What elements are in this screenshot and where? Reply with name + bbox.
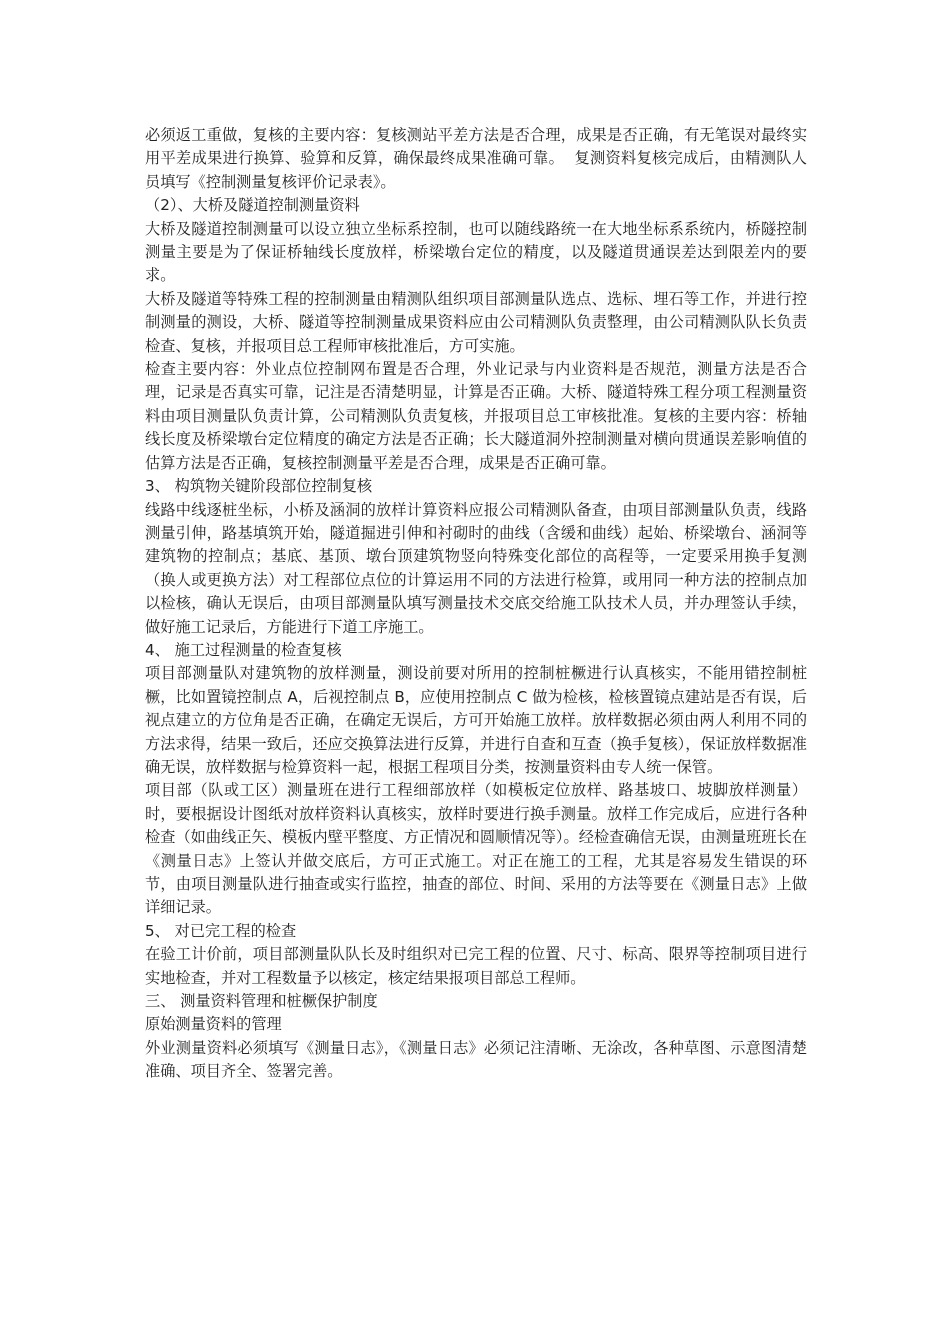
paragraph-field-log: 外业测量资料必须填写《测量日志》，《测量日志》必须记注清晰、无涂改，各种草图、示意图清楚准确、项目齐全、签署完善。 bbox=[145, 1038, 807, 1081]
heading-part-3: 三、 测量资料管理和桩橛保护制度 bbox=[145, 992, 378, 1011]
paragraph-bridge-tunnel-coordinate: 大桥及隧道控制测量可以设立独立坐标系控制，也可以随线路统一在大地坐标系系统内，桥隧控制测量主要是为了保证桥轴线长度放样，桥梁墩台定位的精度，以及隧道贯通误差达到限差内的要求。 bbox=[145, 219, 807, 285]
heading-section-5: 5、 对已完工程的检查 bbox=[145, 921, 297, 940]
paragraph-completed-work-check: 在验工计价前，项目部测量队队长及时组织对已完工程的位置、尺寸、标高、限界等控制项目进行实地检查，并对工程数量予以核定，核定结果报项目部总工程师。 bbox=[145, 945, 807, 987]
heading-bridge-tunnel-control: （2）、大桥及隧道控制测量资料 bbox=[145, 196, 360, 215]
heading-section-3: 3、 构筑物关键阶段部位控制复核 bbox=[145, 477, 373, 496]
paragraph-key-stage-control: 线路中线逐桩坐标，小桥及涵洞的放样计算资料应报公司精测队备查，由项目部测量队负责，线路测量引伸，路基填筑开始，隧道掘进引伸和衬砌时的曲线（含缓和曲线）起始、桥梁墩台、涵洞等建筑物的控制点；基底、基顶、墩台顶建筑物竖向特殊变化部位的高程等，一定要采用换手复测（换人或更换方法）对工程部位点位的计算运用不同的方法进行检算，或用同一种方法的控制点加以检核，确认无误后，由项目部测量队填写测量技术交底交给施工队技术人员，并办理签认手续，做好施工记录后，方能进行下道工序施工。 bbox=[145, 500, 807, 636]
document-body bbox=[145, 124, 807, 1084]
paragraph-staking-verification: 项目部测量队对建筑物的放样测量，测设前要对所用的控制桩橛进行认真核实，不能用错控制桩橛，比如置镜控制点 A，后视控制点 B，应使用控制点 C 做为检核，检核置镜点建站是否有误，后视点建立的方位角是否正确，在确定无误后，方可开始施工放样。放样数据必须由两人利用不同的方法求得，结果一致后，还应交换算法进行反算，并进行自查和互查（换手复核），保证放样数据准确无误，放样数据与检算资料一起，根据工程项目分类，按测量资料由专人统一保管。 bbox=[145, 664, 807, 776]
heading-original-data: 原始测量资料的管理 bbox=[145, 1015, 282, 1034]
paragraph-detail-staking: 项目部（队或工区）测量班在进行工程细部放样（如模板定位放样、路基坡口、坡脚放样测量）时，要根据设计图纸对放样资料认真核实，放样时要进行换手测量。放样工作完成后，应进行各种检查（如曲线正矢、模板内壁平整度、方正情况和圆顺情况等）。经检查确信无误，由测量班班长在《测量日志》上签认并做交底后，方可正式施工。对正在施工的工程，尤其是容易发生错误的环节，由项目测量队进行抽查或实行监控，抽查的部位、时间、采用的方法等要在《测量日志》上做详细记录。 bbox=[145, 781, 807, 917]
heading-section-4: 4、 施工过程测量的检查复核 bbox=[145, 640, 342, 659]
paragraph-special-engineering-control: 大桥及隧道等特殊工程的控制测量由精测队组织项目部测量队选点、选标、埋石等工作，并进行控制测量的测设，大桥、隧道等控制测量成果资料应由公司精测队负责整理，由公司精测队队长负责检查、复核，并报项目总工程师审核批准后，方可实施。 bbox=[145, 289, 807, 355]
paragraph-inspection-content: 检查主要内容：外业点位控制网布置是否合理，外业记录与内业资料是否规范，测量方法是否合理，记录是否真实可靠，记注是否清楚明显，计算是否正确。大桥、隧道特殊工程分项工程测量资料由项目测量队负责计算，公司精测队负责复核，并报项目总工审核批准。复核的主要内容：桥轴线长度及桥梁墩台定位精度的确定方法是否正确；长大隧道洞外控制测量对横向贯通误差影响值的估算方法是否正确，复核控制测量平差是否合理，成果是否正确可靠。 bbox=[145, 360, 807, 472]
paragraph-recheck-content: 必须返工重做，复核的主要内容：复核测站平差方法是否合理，成果是否正确，有无笔误对最终实用平差成果进行换算、验算和反算，确保最终成果准确可靠。 复测资料复核完成后，由精测队人员填写《控制测量复核评价记录表》。 bbox=[145, 126, 807, 191]
